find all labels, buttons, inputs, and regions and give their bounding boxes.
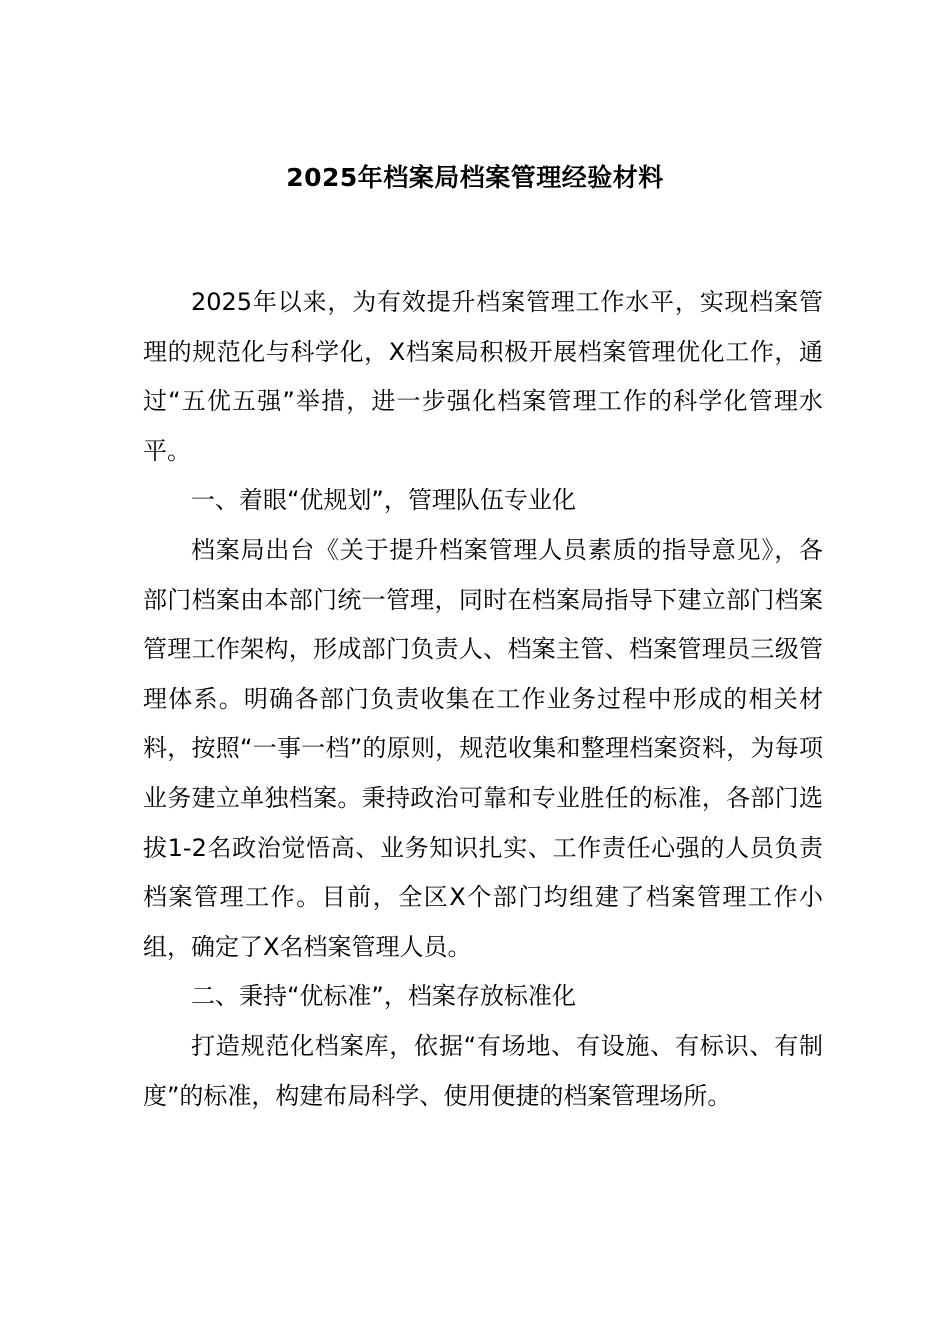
document-body	[143, 278, 823, 1121]
document-title: 2025年档案局档案管理经验材料	[286, 163, 664, 192]
intro-paragraph: 2025年以来，为有效提升档案管理工作水平，实现档案管理的规范化与科学化，X档案局积极开展档案管理优化工作，通过“五优五强”举措，进一步强化档案管理工作的科学化管理水平。	[143, 288, 823, 465]
section-heading-2: 二、秉持“优标准”，档案存放标准化	[191, 982, 576, 1011]
section-heading-1: 一、着眼“优规划”，管理队伍专业化	[191, 486, 576, 515]
section-2-paragraph: 打造规范化档案库，依据“有场地、有设施、有标识、有制度”的标准，构建布局科学、使用便捷的档案管理场所。	[143, 1031, 823, 1110]
section-1-paragraph: 档案局出台《关于提升档案管理人员素质的指导意见》，各部门档案由本部门统一管理，同时在档案局指导下建立部门档案管理工作架构，形成部门负责人、档案主管、档案管理员三级管理体系。明确各部门负责收集在工作业务过程中形成的相关材料，按照“一事一档”的原则，规范收集和整理档案资料，为每项业务建立单独档案。秉持政治可靠和专业胜任的标准，各部门选拔1-2名政治觉悟高、业务知识扎实、工作责任心强的人员负责档案管理工作。目前，全区X个部门均组建了档案管理工作小组，确定了X名档案管理人员。	[143, 535, 823, 961]
